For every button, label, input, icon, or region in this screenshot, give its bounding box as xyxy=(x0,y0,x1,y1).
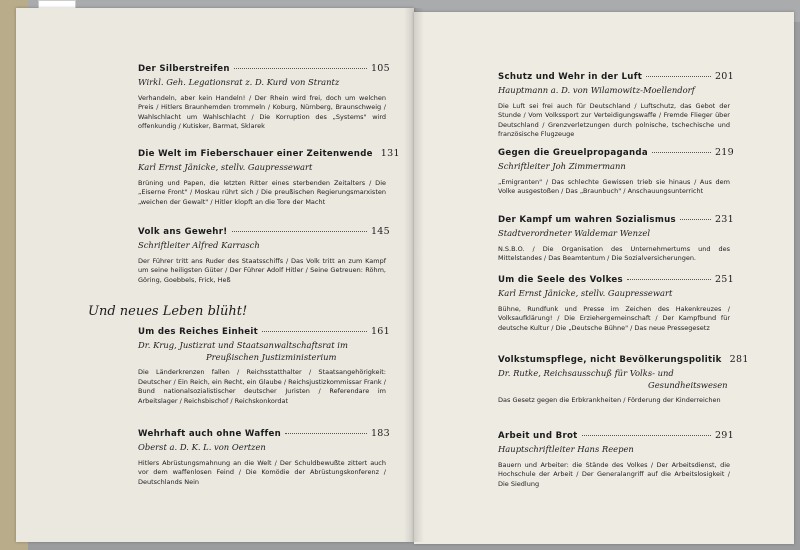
entry-page-number: 183 xyxy=(370,428,390,439)
entry-description: Die Länderkrenzen fallen / Reichsstatthalter / Staatsangehörigkeit: Deutscher / Ein Reich, ein Recht, ein Glaube / Reichsjustizkommissar Frank / Bund nationalsozialistischer deutscher Juristen / Referendare im Arbeitslager / Reichsbischof / Reichskonkordat xyxy=(138,368,386,405)
entry-page-number: 105 xyxy=(370,63,390,74)
entry-author: Schriftleiter Joh Zimmermann xyxy=(498,161,626,171)
leader-dots xyxy=(234,68,367,69)
toc-entry xyxy=(498,354,749,406)
entry-title-row xyxy=(138,226,390,237)
entry-description: Hitlers Abrüstungsmahnung an die Welt / Der Schuldbewußte zittert auch vor dem waffenlosen Feind / Die Komödie der Abrüstungskonferenz / Deutschlands Nein xyxy=(138,458,386,486)
toc-entry xyxy=(498,71,734,140)
entry-page-number: 219 xyxy=(714,147,734,158)
entry-author xyxy=(498,368,734,391)
entry-title-row xyxy=(138,428,390,439)
leader-dots xyxy=(232,231,367,232)
entry-description: „Emigranten" / Das schlechte Gewissen trieb sie hinaus / Aus dem Volke ausgestoßen / Das „Braunbuch" / Anschauungsunterricht xyxy=(498,177,730,196)
entry-page-number: 161 xyxy=(370,326,390,337)
book-gutter xyxy=(404,8,424,542)
entry-title-row xyxy=(498,71,734,82)
leader-dots xyxy=(627,279,711,280)
entry-page-number: 201 xyxy=(714,71,734,82)
leader-dots xyxy=(285,433,367,434)
entry-title-row xyxy=(498,274,734,285)
entry-title-row xyxy=(138,326,390,337)
entry-title: Um die Seele des Volkes xyxy=(498,275,623,285)
entry-title: Die Welt im Fieberschauer einer Zeitenwende xyxy=(138,149,373,159)
toc-entry xyxy=(498,214,734,264)
entry-title: Gegen die Greuelpropaganda xyxy=(498,148,648,158)
entry-author: Oberst a. D. K. L. von Oertzen xyxy=(138,442,266,452)
toc-entry xyxy=(138,63,390,132)
toc-entry xyxy=(498,274,734,333)
leader-dots xyxy=(652,152,711,153)
entry-title-row xyxy=(498,354,749,365)
entry-description: Brüning und Papen, die letzten Ritter eines sterbenden Zeitalters / Die „Eiserne Front" / Moskau rührt sich / Die preußischen Regierungsmarxisten „weichen der Gewalt" / Hitler klopft an die Tore der Macht xyxy=(138,178,386,206)
entry-author-line: Dr. Krug, Justizrat und Staatsanwaltschaftsrat im xyxy=(138,340,348,350)
entry-page-number: 145 xyxy=(370,226,390,237)
entry-title-row xyxy=(498,147,734,158)
entry-page-number: 281 xyxy=(729,354,749,365)
entry-page-number: 251 xyxy=(714,274,734,285)
entry-title-row xyxy=(498,214,734,225)
entry-author-continued: Preußischen Justizministerium xyxy=(206,351,337,362)
entry-description: Das Gesetz gegen die Erbkrankheiten / Förderung der Kinderreichen xyxy=(498,396,721,404)
entry-author xyxy=(138,340,390,363)
entry-author: Wirkl. Geh. Legationsrat z. D. Kurd von Strantz xyxy=(138,77,340,87)
entry-page-number: 291 xyxy=(714,430,734,441)
entry-page-number: 131 xyxy=(380,148,400,159)
entry-author: Hauptschriftleiter Hans Reepen xyxy=(498,444,634,454)
entry-title: Volk ans Gewehr! xyxy=(138,227,228,237)
right-page xyxy=(414,12,794,544)
entry-author-line: Dr. Rutke, Reichsausschuß für Volks- und xyxy=(498,368,674,378)
entry-title-row xyxy=(498,430,734,441)
entry-title: Der Kampf um wahren Sozialismus xyxy=(498,215,676,225)
entry-description: Bauern und Arbeiter: die Stände des Volkes / Der Arbeitsdienst, die Hochschule der Arbeit / Der Generalangriff auf die Arbeitslosigkeit / Die Siedlung xyxy=(498,460,730,488)
toc-entry xyxy=(138,226,390,285)
entry-description: Verhandeln, aber kein Handeln! / Der Rhein wird frei, doch um welchen Preis / Hitlers Braunhemden trommeln / Koburg, Nürnberg, Braunschweig / Wahlschlacht um Wahlschlacht / Die Korruption des „Systems" wird offenkundig / Kutisker, Barmat, Sklarek xyxy=(138,93,386,131)
toc-entry xyxy=(498,430,734,489)
entry-author: Hauptmann a. D. von Wilamowitz-Moellendorf xyxy=(498,85,695,95)
entry-title: Arbeit und Brot xyxy=(498,431,578,441)
entry-author: Karl Ernst Jänicke, stellv. Gaupressewart xyxy=(138,162,313,172)
toc-entry xyxy=(138,148,400,207)
section-heading: Und neues Leben blüht! xyxy=(88,304,248,319)
toc-entry xyxy=(138,326,390,406)
entry-author-continued: Gesundheitswesen xyxy=(648,379,728,390)
entry-description: Die Luft sei frei auch für Deutschland / Luftschutz, das Gebot der Stunde / Vom Volkssport zur Verteidigungswaffe / Fremde Flieger über Deutschland / Grenzverletzungen durch polnische, tschechische und französische Flugzeuge xyxy=(498,101,730,139)
entry-title-row xyxy=(138,148,400,159)
entry-title: Um des Reiches Einheit xyxy=(138,327,259,337)
entry-author: Karl Ernst Jänicke, stellv. Gaupressewart xyxy=(498,288,673,298)
entry-title: Der Silberstreifen xyxy=(138,64,230,74)
toc-entry xyxy=(498,147,734,197)
entry-title: Wehrhaft auch ohne Waffen xyxy=(138,429,282,439)
entry-author: Schriftleiter Alfred Karrasch xyxy=(138,240,260,250)
entry-description: Der Führer tritt ans Ruder des Staatsschiffs / Das Volk tritt an zum Kampf um seine heiligsten Güter / Der Führer Adolf Hitler / Seine Getreuen: Röhm, Göring, Goebbels, Frick, Heß xyxy=(138,256,386,284)
entry-description: N.S.B.O. / Die Organisation des Unternehmertums und des Mittelstandes / Das Beamtentum / Die Sozialversicherungen. xyxy=(498,244,730,263)
leader-dots xyxy=(680,219,711,220)
toc-entry xyxy=(138,428,390,487)
entry-description: Bühne, Rundfunk und Presse im Zeichen des Hakenkreuzes / Volksaufklärung! / Die Erziehergemeinschaft / Der Kampfbund für deutsche Kultur / Die „Deutsche Bühne" / Das neue Pressegesetz xyxy=(498,304,730,332)
left-page xyxy=(16,8,414,542)
entry-author: Stadtverordneter Waldemar Wenzel xyxy=(498,228,651,238)
entry-title: Schutz und Wehr in der Luft xyxy=(498,72,643,82)
leader-dots xyxy=(262,331,367,332)
entry-title: Volkstumspflege, nicht Bevölkerungspolitik xyxy=(498,355,722,365)
entry-title-row xyxy=(138,63,390,74)
leader-dots xyxy=(582,435,711,436)
leader-dots xyxy=(646,76,711,77)
entry-page-number: 231 xyxy=(714,214,734,225)
